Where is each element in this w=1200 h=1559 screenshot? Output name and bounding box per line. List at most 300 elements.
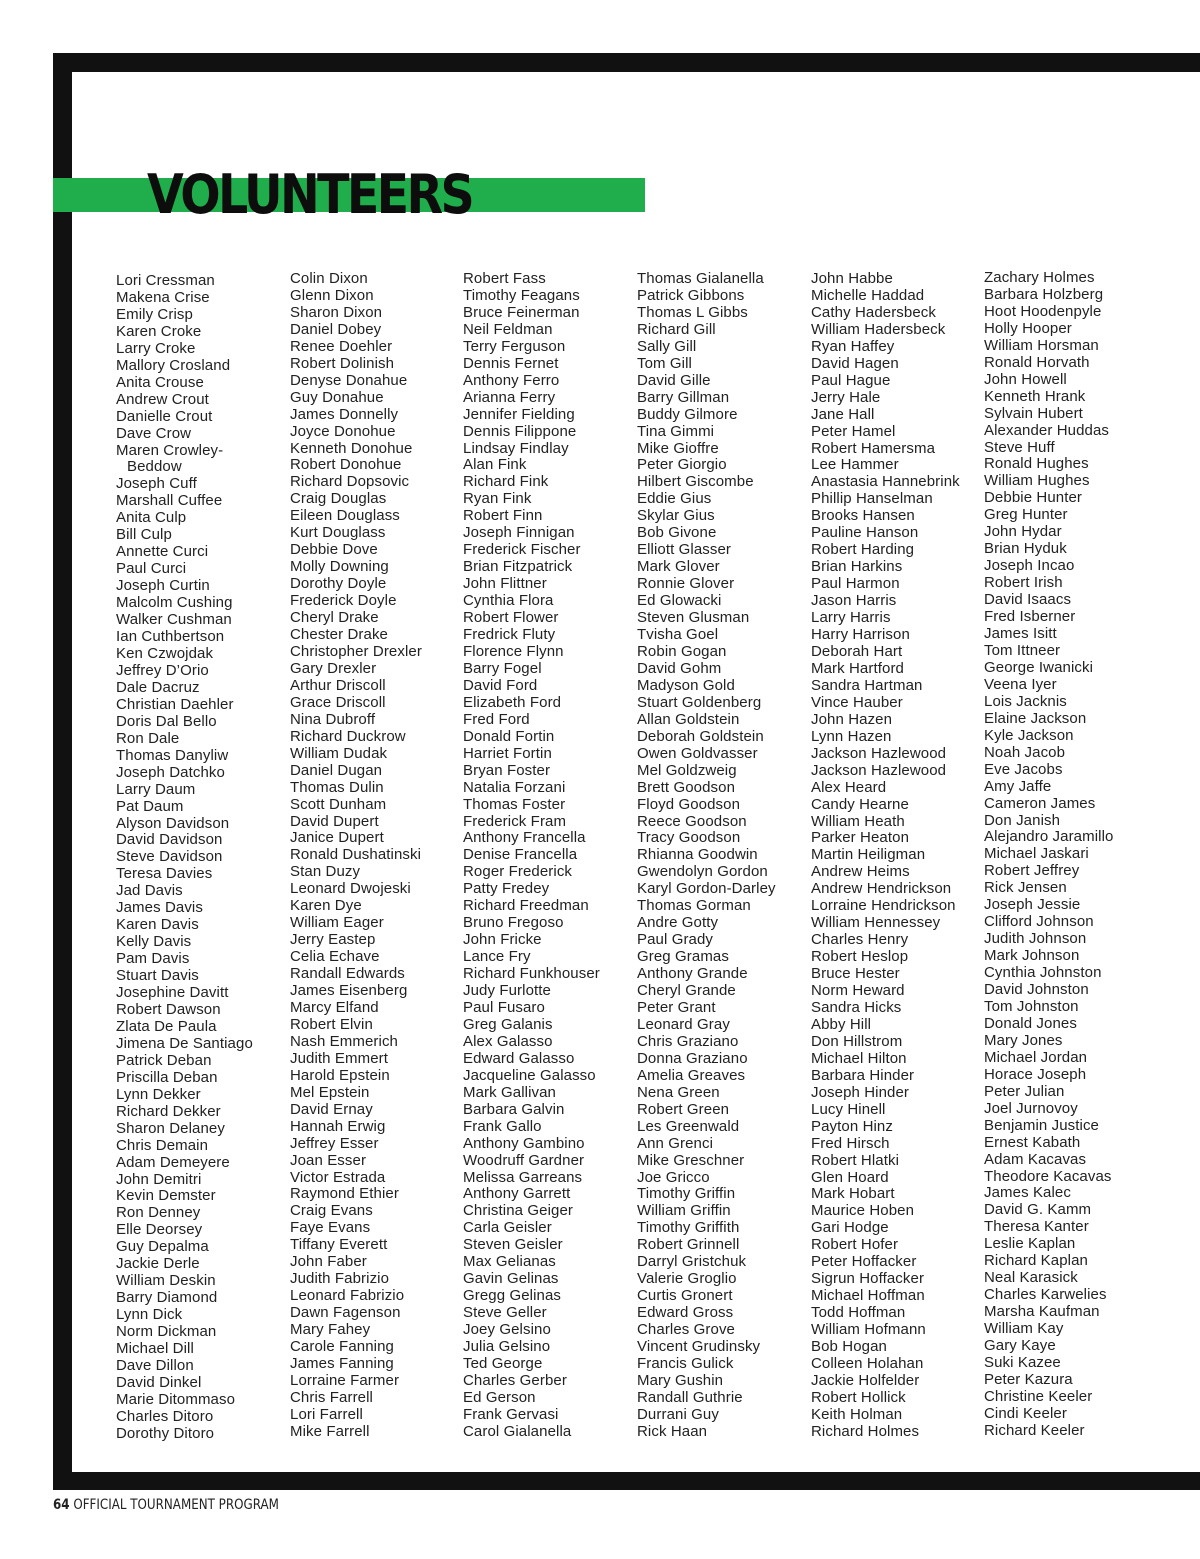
volunteer-name: William Griffin — [637, 1202, 731, 1220]
volunteer-name: Leonard Fabrizio — [290, 1287, 405, 1305]
volunteer-name: David Hagen — [811, 354, 899, 372]
volunteer-name: Michael Hilton — [811, 1049, 907, 1067]
volunteer-name: Mike Gioffre — [637, 439, 719, 457]
volunteer-name: Charles Grove — [637, 1321, 736, 1339]
volunteer-name: Doris Dal Bello — [116, 712, 217, 730]
volunteer-name: Karen Croke — [116, 322, 202, 340]
volunteer-columns — [116, 271, 1200, 1451]
volunteer-name: Nash Emmerich — [290, 1032, 398, 1050]
volunteer-name: Charles Ditoro — [116, 1407, 214, 1425]
volunteer-name: David Gille — [637, 371, 711, 389]
volunteer-name: Thomas Gialanella — [637, 270, 764, 287]
volunteer-name: Sigrun Hoffacker — [811, 1270, 925, 1288]
volunteer-name: Jerry Eastep — [290, 931, 376, 949]
volunteer-name: Mary Fahey — [290, 1321, 371, 1339]
volunteer-name: Michael Hoffman — [811, 1287, 925, 1305]
volunteer-name: Adam Demeyere — [116, 1153, 230, 1171]
volunteer-name: Robert Hlatki — [811, 1151, 899, 1169]
volunteer-name: Robert Irish — [984, 574, 1063, 592]
volunteer-name: Larry Harris — [811, 609, 891, 627]
volunteer-name: Alex Heard — [811, 778, 887, 796]
volunteer-name: Joel Jurnovoy — [984, 1099, 1078, 1117]
volunteer-name: Tom Gill — [637, 354, 692, 372]
volunteer-name: Robert Flower — [463, 609, 559, 627]
volunteer-name: Sharon Dixon — [290, 303, 383, 321]
volunteer-name: Dorothy Doyle — [290, 575, 387, 593]
volunteer-name: Rhianna Goodwin — [637, 846, 758, 864]
volunteer-name: Zlata De Paula — [116, 1017, 217, 1035]
volunteer-name: Bryan Foster — [463, 761, 551, 779]
volunteer-name: Les Greenwald — [637, 1117, 740, 1135]
volunteer-name: Lynn Dick — [116, 1306, 183, 1324]
volunteer-name: Tom Johnston — [984, 997, 1079, 1015]
volunteer-name: Mike Farrell — [290, 1422, 370, 1440]
volunteer-name: Frank Gallo — [463, 1117, 542, 1135]
volunteer-name: Karyl Gordon-Darley — [637, 880, 776, 898]
volunteer-name: Clifford Johnson — [984, 913, 1094, 931]
volunteer-name: Arianna Ferry — [463, 388, 556, 406]
volunteer-name: Celia Echave — [290, 948, 380, 966]
volunteer-name: Anita Culp — [116, 509, 187, 527]
volunteer-name: David Isaacs — [984, 591, 1072, 609]
volunteer-name: Colin Dixon — [290, 270, 368, 287]
frame-bottom-border — [53, 1472, 1200, 1490]
volunteer-name: Craig Evans — [290, 1202, 373, 1220]
volunteer-name: Annette Curci — [116, 543, 209, 561]
volunteer-name: Eddie Gius — [637, 490, 712, 508]
volunteer-name: Joseph Jessie — [984, 896, 1081, 914]
volunteer-name: Brian Fitzpatrick — [463, 558, 573, 576]
volunteer-name: Mallory Crosland — [116, 356, 231, 374]
volunteer-name: Paul Hague — [811, 371, 891, 389]
volunteer-name: Jackson Hazlewood — [811, 761, 947, 779]
volunteer-name: Fred Ford — [463, 710, 530, 728]
volunteer-name: Norm Dickman — [116, 1323, 217, 1341]
volunteer-name: David Dinkel — [116, 1373, 202, 1391]
volunteer-name: Ian Cuthbertson — [116, 628, 225, 646]
volunteer-name: John Habbe — [811, 270, 893, 287]
volunteer-name: Norm Heward — [811, 982, 905, 1000]
volunteer-name: Larry Croke — [116, 339, 196, 357]
volunteer-name: Lynn Dekker — [116, 1085, 201, 1103]
volunteer-name: Kelly Davis — [116, 933, 192, 951]
volunteer-name: Michael Jaskari — [984, 845, 1089, 863]
volunteer-name: Robert Heslop — [811, 948, 909, 966]
volunteer-name: David Gohm — [637, 659, 722, 677]
volunteer-name: Harriet Fortin — [463, 744, 552, 762]
volunteer-name: Harry Harrison — [811, 626, 910, 644]
volunteer-name: Charles Gerber — [463, 1371, 567, 1389]
volunteer-name: Anthony Garrett — [463, 1185, 571, 1203]
volunteer-name: Peter Grant — [637, 998, 716, 1016]
volunteer-name: Patrick Gibbons — [637, 286, 745, 304]
volunteer-name: Faye Evans — [290, 1219, 371, 1237]
volunteer-name: Keith Holman — [811, 1405, 903, 1423]
volunteer-name: Christopher Drexler — [290, 642, 422, 660]
volunteer-name: Ron Denney — [116, 1204, 201, 1222]
volunteer-name: Hoot Hoodenpyle — [984, 302, 1102, 320]
volunteer-name: Eve Jacobs — [984, 760, 1063, 778]
volunteer-name: Marshall Cuffee — [116, 492, 223, 510]
volunteer-name: Richard Freedman — [463, 897, 589, 915]
volunteer-name: Ryan Haffey — [811, 337, 895, 355]
volunteer-name: Lindsay Findlay — [463, 439, 569, 457]
volunteer-name: Janice Dupert — [290, 829, 384, 847]
volunteer-name: Robin Gogan — [637, 642, 727, 660]
volunteer-name: Alan Fink — [463, 456, 527, 474]
volunteer-name: William Deskin — [116, 1272, 216, 1290]
volunteer-name: Ann Grenci — [637, 1134, 714, 1152]
volunteer-name: Ed Glowacki — [637, 592, 722, 610]
volunteer-name: Rick Jensen — [984, 879, 1067, 897]
volunteer-name: Kenneth Donohue — [290, 439, 413, 457]
volunteer-name: Tina Gimmi — [637, 422, 715, 440]
volunteer-name: Barry Fogel — [463, 659, 542, 677]
volunteer-name: Anthony Francella — [463, 829, 586, 847]
volunteer-name: Frank Gervasi — [463, 1405, 559, 1423]
volunteer-name: Gary Kaye — [984, 1337, 1056, 1355]
volunteer-name: Natalia Forzani — [463, 778, 566, 796]
volunteer-name: Raymond Ethier — [290, 1185, 399, 1203]
volunteer-name: John Howell — [984, 370, 1067, 388]
volunteer-name: Fred Isberner — [984, 608, 1076, 626]
volunteer-name: Mark Glover — [637, 558, 720, 576]
volunteer-name: Carole Fanning — [290, 1338, 394, 1356]
volunteer-name: Maurice Hoben — [811, 1202, 915, 1220]
volunteer-name: Horace Joseph — [984, 1065, 1087, 1083]
volunteer-name: Don Hillstrom — [811, 1032, 903, 1050]
volunteer-name: Daniel Dugan — [290, 761, 383, 779]
volunteer-name: Alex Galasso — [463, 1032, 553, 1050]
volunteer-name: John Flittner — [463, 575, 547, 593]
volunteer-name: Timothy Feagans — [463, 286, 580, 304]
volunteer-name: Bob Givone — [637, 524, 717, 542]
volunteer-name: Christina Geiger — [463, 1202, 573, 1220]
volunteer-name: Makena Crise — [116, 288, 210, 306]
volunteer-name: Jad Davis — [116, 882, 183, 900]
volunteer-name: Colleen Holahan — [811, 1355, 924, 1372]
volunteer-name: Fredrick Fluty — [463, 626, 556, 644]
volunteer-name: Donna Graziano — [637, 1049, 748, 1067]
volunteer-name: Mel Goldzweig — [637, 761, 737, 779]
volunteer-name: Larry Daum — [116, 780, 196, 798]
volunteer-name: Chester Drake — [290, 626, 389, 644]
volunteer-name: Anthony Ferro — [463, 371, 560, 389]
volunteer-name: Gari Hodge — [811, 1219, 889, 1237]
volunteer-name: William Hofmann — [811, 1321, 926, 1339]
volunteer-name: Cynthia Flora — [463, 592, 554, 610]
volunteer-name: Patty Fredey — [463, 880, 550, 898]
volunteer-name: Cathy Hadersbeck — [811, 303, 936, 321]
volunteer-name: Deborah Goldstein — [637, 727, 764, 745]
volunteer-name: Suki Kazee — [984, 1354, 1061, 1371]
volunteer-name: Randall Edwards — [290, 965, 405, 983]
volunteer-name: Zachary Holmes — [984, 269, 1095, 286]
volunteer-name: Fred Hirsch — [811, 1134, 890, 1152]
volunteer-name: Neal Karasick — [984, 1269, 1078, 1287]
volunteer-name: Max Gelianas — [463, 1253, 556, 1271]
publication-name: OFFICIAL TOURNAMENT PROGRAM — [73, 1497, 279, 1513]
volunteer-name: Timothy Griffin — [637, 1185, 736, 1203]
volunteer-name: Tvisha Goel — [637, 626, 719, 644]
volunteer-name: William Hennessey — [811, 914, 941, 932]
volunteer-name: Pam Davis — [116, 950, 190, 968]
volunteer-name: George Iwanicki — [984, 658, 1094, 676]
volunteer-name: Cameron James — [984, 794, 1096, 812]
volunteer-name: Candy Hearne — [811, 795, 909, 813]
volunteer-name: Mary Gushin — [637, 1371, 724, 1389]
volunteer-name: Julia Gelsino — [463, 1338, 551, 1356]
volunteer-name: Arthur Driscoll — [290, 676, 386, 694]
volunteer-name: Frederick Fischer — [463, 541, 581, 559]
volunteer-name: Dorothy Ditoro — [116, 1424, 215, 1442]
volunteer-name: Anthony Grande — [637, 965, 748, 983]
volunteer-name: Madyson Gold — [637, 676, 735, 694]
volunteer-name: David Ernay — [290, 1100, 373, 1118]
volunteer-name: Alexander Huddas — [984, 421, 1110, 439]
volunteer-name: Floyd Goodson — [637, 795, 741, 813]
volunteer-name: Peter Hoffacker — [811, 1253, 917, 1271]
volunteer-name: Christian Daehler — [116, 695, 234, 713]
volunteer-name: Durrani Guy — [637, 1405, 719, 1423]
volunteer-name: Holly Hooper — [984, 319, 1072, 337]
volunteer-name: David Ford — [463, 676, 538, 694]
volunteer-name: William Hughes — [984, 472, 1090, 490]
volunteer-name: Priscilla Deban — [116, 1068, 218, 1086]
volunteer-name: Joey Gelsino — [463, 1321, 551, 1339]
volunteer-name: Mary Jones — [984, 1031, 1063, 1049]
volunteer-name: Ed Gerson — [463, 1388, 536, 1406]
volunteer-name: Kenneth Hrank — [984, 387, 1086, 405]
volunteer-name: Mike Greschner — [637, 1151, 745, 1169]
volunteer-name: Marie Ditommaso — [116, 1390, 236, 1408]
volunteer-name: Richard Dopsovic — [290, 473, 410, 491]
volunteer-name: Robert Finn — [463, 507, 543, 525]
volunteer-name: Scott Dunham — [290, 795, 387, 813]
volunteer-name: Paul Grady — [637, 931, 714, 949]
volunteer-name: Victor Estrada — [290, 1168, 386, 1186]
volunteer-name: Lorraine Hendrickson — [811, 897, 956, 915]
volunteer-name: Lori Cressman — [116, 272, 215, 289]
volunteer-name: Marsha Kaufman — [984, 1303, 1100, 1321]
volunteer-name: John Demitri — [116, 1170, 202, 1188]
page-title: VOLUNTEERS — [147, 163, 473, 226]
volunteer-name: Robert Hamersma — [811, 439, 936, 457]
volunteer-name: Cheryl Drake — [290, 609, 379, 627]
volunteer-name: Gwendolyn Gordon — [637, 863, 768, 881]
volunteer-name: Joe Gricco — [637, 1168, 710, 1186]
volunteer-name: Peter Giorgio — [637, 456, 727, 474]
volunteer-name: Molly Downing — [290, 558, 389, 576]
volunteer-name: Charles Karwelies — [984, 1286, 1107, 1304]
volunteer-name: Hannah Erwig — [290, 1117, 386, 1135]
volunteer-name: Anthony Gambino — [463, 1134, 585, 1152]
volunteer-name: Tom Ittneer — [984, 641, 1061, 659]
volunteer-column-2 — [290, 271, 462, 1441]
volunteer-name: Tracy Goodson — [637, 829, 741, 847]
volunteer-name: Richard Fink — [463, 473, 549, 491]
volunteer-name: Craig Douglas — [290, 490, 387, 508]
volunteer-name: Barry Gillman — [637, 388, 730, 406]
volunteer-name: Christine Keeler — [984, 1387, 1093, 1405]
volunteer-name: Robert Hollick — [811, 1388, 906, 1406]
volunteer-name: Paul Harmon — [811, 575, 900, 593]
volunteer-name: Carla Geisler — [463, 1219, 552, 1237]
volunteer-name: Richard Gill — [637, 320, 716, 338]
volunteer-name: Dennis Filippone — [463, 422, 577, 440]
volunteer-name: Peter Julian — [984, 1082, 1065, 1100]
volunteer-name: Donald Fortin — [463, 727, 555, 745]
volunteer-name: Steve Huff — [984, 438, 1055, 456]
volunteer-name: Debbie Dove — [290, 541, 378, 559]
volunteer-name: Jane Hall — [811, 405, 875, 423]
volunteer-name: Timothy Griffith — [637, 1219, 740, 1237]
volunteer-name: Benjamin Justice — [984, 1116, 1099, 1134]
volunteer-name: Marcy Elfand — [290, 998, 379, 1016]
volunteer-name: Danielle Crout — [116, 407, 213, 425]
volunteer-name: Stan Duzy — [290, 863, 361, 881]
volunteer-name: Alejandro Jaramillo — [984, 828, 1114, 846]
volunteer-name: Mel Epstein — [290, 1083, 370, 1101]
volunteer-name: Judith Emmert — [290, 1049, 388, 1067]
volunteer-name: Emily Crisp — [116, 305, 193, 323]
volunteer-column-5 — [811, 271, 983, 1441]
volunteer-name: Mark Gallivan — [463, 1083, 556, 1101]
volunteer-name: Leslie Kaplan — [984, 1235, 1076, 1253]
volunteer-name: Guy Donahue — [290, 388, 384, 406]
volunteer-name: Don Janish — [984, 811, 1061, 829]
volunteer-name: Lance Fry — [463, 948, 531, 966]
volunteer-name: Valerie Groglio — [637, 1270, 737, 1288]
volunteer-name: Anastasia Hannebrink — [811, 473, 960, 491]
volunteer-name: David G. Kamm — [984, 1201, 1092, 1219]
volunteer-name: Josephine Davitt — [116, 984, 229, 1002]
volunteer-name: Richard Dekker — [116, 1102, 221, 1120]
volunteer-name: Michael Dill — [116, 1340, 194, 1358]
volunteer-name: Abby Hill — [811, 1015, 872, 1033]
volunteer-name: Jackie Holfelder — [811, 1371, 920, 1389]
volunteer-name: Jennifer Fielding — [463, 405, 575, 423]
volunteer-name: Rick Haan — [637, 1422, 708, 1440]
volunteer-name: Parker Heaton — [811, 829, 910, 847]
volunteer-name: Andre Gotty — [637, 914, 719, 932]
volunteer-name: Curtis Gronert — [637, 1287, 733, 1305]
volunteer-name: Robert Grinnell — [637, 1236, 740, 1254]
volunteer-name: Reece Goodson — [637, 812, 747, 830]
volunteer-name: Paul Curci — [116, 560, 187, 578]
volunteer-name: Francis Gulick — [637, 1355, 734, 1372]
volunteer-name: Gregg Gelinas — [463, 1287, 562, 1305]
volunteer-name: Barbara Hinder — [811, 1066, 915, 1084]
volunteer-column-3 — [463, 271, 635, 1441]
volunteer-column-4 — [637, 271, 809, 1441]
volunteer-name: Steve Davidson — [116, 848, 223, 866]
volunteer-name: Adam Kacavas — [984, 1150, 1087, 1168]
volunteer-name: Lee Hammer — [811, 456, 899, 474]
volunteer-name: Darryl Gristchuk — [637, 1253, 747, 1271]
volunteer-name: Ronald Hughes — [984, 455, 1089, 473]
volunteer-name: Amelia Greaves — [637, 1066, 746, 1084]
volunteer-name: Dave Dillon — [116, 1357, 194, 1374]
volunteer-name: Robert Harding — [811, 541, 915, 559]
volunteer-name: James Donnelly — [290, 405, 399, 423]
volunteer-name: Sylvain Hubert — [984, 404, 1083, 422]
volunteer-name: Elliott Glasser — [637, 541, 732, 559]
volunteer-name: Teresa Davies — [116, 865, 213, 883]
volunteer-name: John Fricke — [463, 931, 542, 949]
volunteer-name: Noah Jacob — [984, 743, 1066, 761]
volunteer-name: Lucy Hinell — [811, 1100, 886, 1118]
volunteer-name: William Hadersbeck — [811, 320, 946, 338]
volunteer-name: Mark Hobart — [811, 1185, 895, 1203]
volunteer-name: Richard Holmes — [811, 1422, 920, 1440]
volunteer-name: Joyce Donohue — [290, 422, 396, 440]
volunteer-name: Robert Dawson — [116, 1000, 221, 1018]
volunteer-name: Ryan Fink — [463, 490, 532, 508]
volunteer-name: Richard Funkhouser — [463, 965, 600, 983]
volunteer-name: Joseph Curtin — [116, 577, 210, 595]
volunteer-name: Debbie Hunter — [984, 489, 1083, 507]
volunteer-name: William Dudak — [290, 744, 388, 762]
volunteer-name: Amy Jaffe — [984, 777, 1052, 795]
volunteer-name: Steven Geisler — [463, 1236, 563, 1254]
volunteer-name: Stuart Goldenberg — [637, 693, 762, 711]
volunteer-name: Bill Culp — [116, 526, 172, 544]
volunteer-name: Greg Hunter — [984, 506, 1068, 524]
volunteer-name: Kyle Jackson — [984, 726, 1074, 744]
volunteer-name: Thomas Danyliw — [116, 746, 229, 764]
volunteer-name: James Isitt — [984, 625, 1057, 643]
page-footer — [53, 1497, 279, 1513]
volunteer-name: Frederick Doyle — [290, 592, 397, 610]
volunteer-name: Dennis Fernet — [463, 354, 559, 372]
volunteer-name: Malcolm Cushing — [116, 594, 233, 612]
volunteer-name: Renee Doehler — [290, 337, 393, 355]
volunteer-name: Bruno Fregoso — [463, 914, 564, 932]
volunteer-column-1 — [116, 273, 288, 1443]
volunteer-name: Skylar Gius — [637, 507, 715, 525]
volunteer-name: Chris Farrell — [290, 1388, 373, 1406]
volunteer-name: Karen Dye — [290, 897, 362, 915]
volunteer-name: Thomas Dulin — [290, 778, 384, 796]
volunteer-name: Ernest Kabath — [984, 1133, 1081, 1151]
volunteer-name: Vincent Grudinsky — [637, 1338, 761, 1356]
volunteer-name: Elizabeth Ford — [463, 693, 562, 711]
volunteer-name: Brett Goodson — [637, 778, 736, 796]
volunteer-name: Steven Glusman — [637, 609, 750, 627]
volunteer-name: Lorraine Farmer — [290, 1371, 400, 1389]
volunteer-name: John Faber — [290, 1253, 367, 1271]
volunteer-name: Glenn Dixon — [290, 286, 374, 304]
volunteer-name: Barbara Holzberg — [984, 285, 1104, 303]
volunteer-name: Judy Furlotte — [463, 982, 552, 1000]
volunteer-name: Paul Fusaro — [463, 998, 545, 1016]
volunteer-name: Randall Guthrie — [637, 1388, 743, 1406]
volunteer-name: Michael Jordan — [984, 1048, 1088, 1066]
volunteer-name: Denise Francella — [463, 846, 578, 864]
volunteer-name: James Fanning — [290, 1355, 394, 1372]
volunteer-name: Jacqueline Galasso — [463, 1066, 596, 1084]
volunteer-name: Cindi Keeler — [984, 1404, 1067, 1422]
volunteer-name: David Johnston — [984, 981, 1089, 999]
volunteer-name: William Horsman — [984, 336, 1099, 354]
volunteer-name: John Hazen — [811, 710, 893, 728]
volunteer-name: Robert Donohue — [290, 456, 402, 474]
volunteer-name: Sandra Hartman — [811, 676, 923, 694]
volunteer-name: Leonard Gray — [637, 1015, 730, 1033]
volunteer-name: Lori Farrell — [290, 1405, 363, 1423]
volunteer-name: Cynthia Johnston — [984, 964, 1102, 982]
